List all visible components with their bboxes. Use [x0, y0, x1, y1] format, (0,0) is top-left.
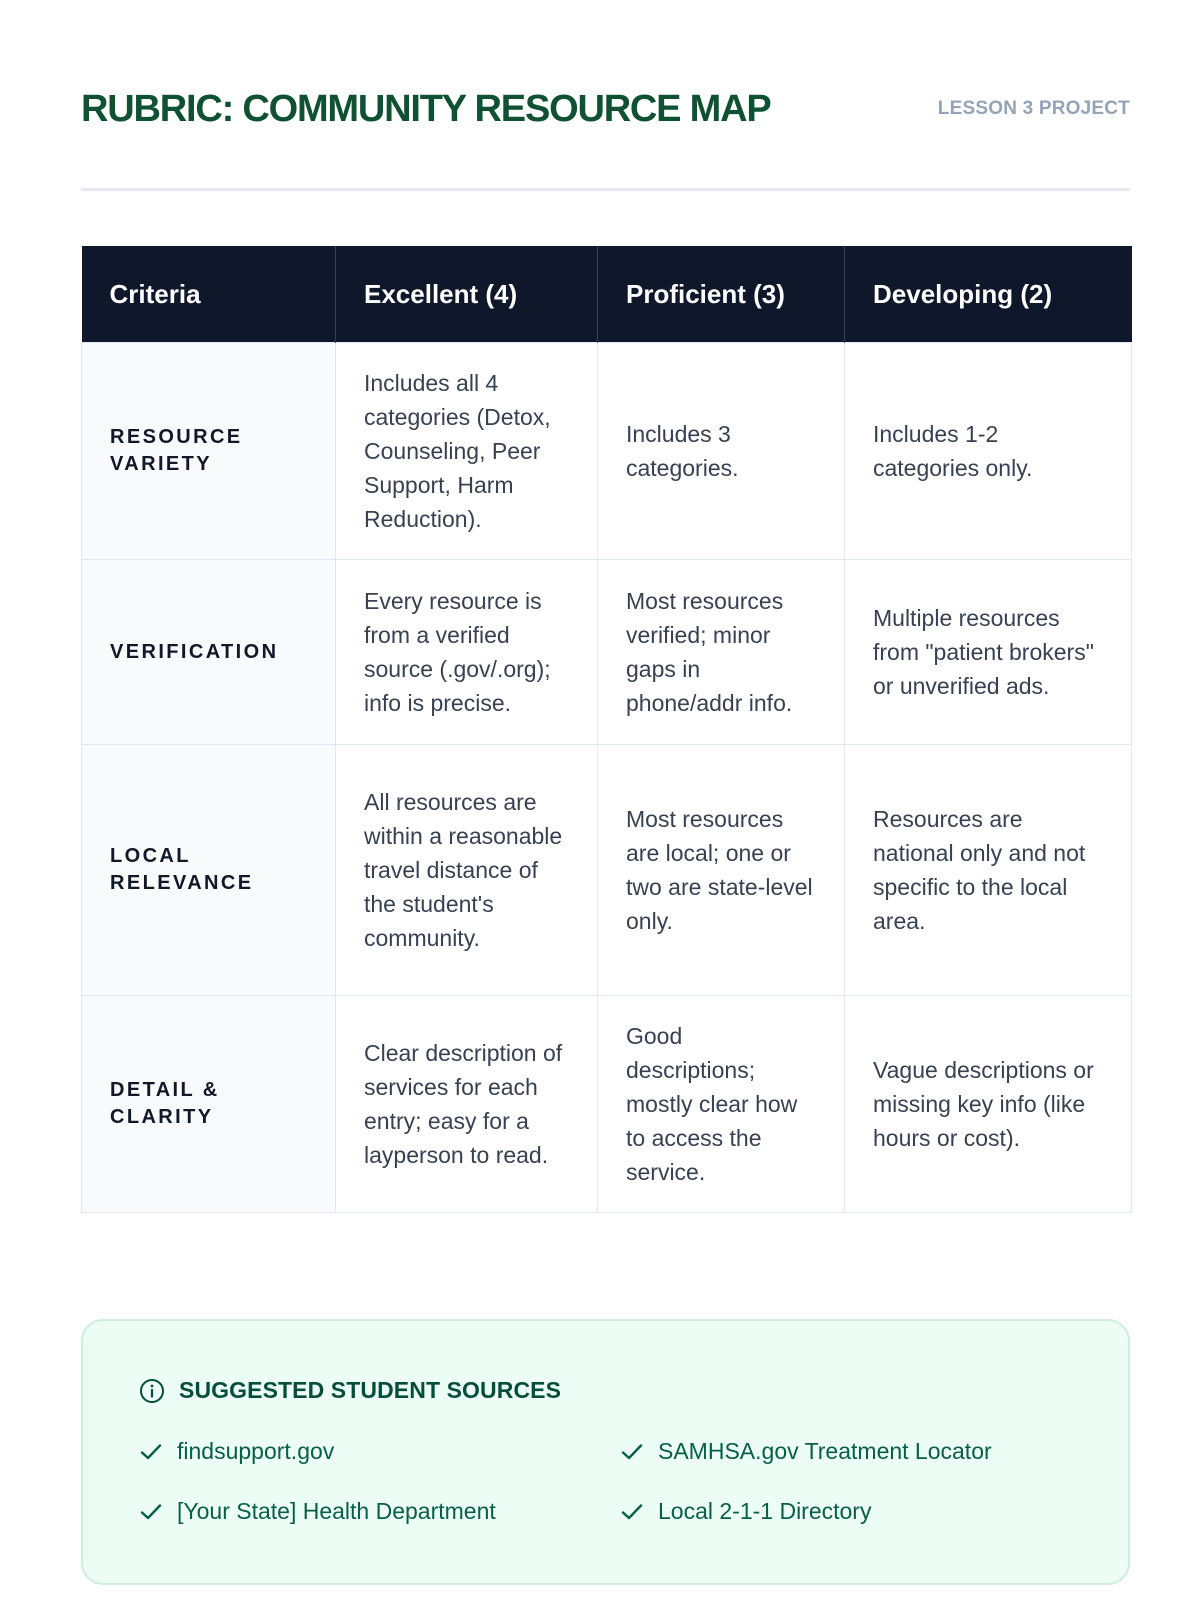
- table-row: [82, 560, 1132, 745]
- check-icon: [620, 1440, 644, 1464]
- criteria-cell: LOCAL RELEVANCE: [82, 745, 336, 996]
- source-label: [Your State] Health Department: [177, 1498, 496, 1524]
- header-divider: [81, 188, 1130, 191]
- page-title: RUBRIC: COMMUNITY RESOURCE MAP: [81, 88, 771, 130]
- header: [81, 80, 1130, 138]
- sources-heading: [139, 1377, 561, 1404]
- proficient-cell: Most resources are local; one or two are state-level only.: [598, 745, 845, 996]
- developing-cell: Vague descriptions or missing key info (like hours or cost).: [845, 996, 1132, 1213]
- info-icon: [139, 1378, 165, 1404]
- proficient-cell: Most resources verified; minor gaps in phone/addr info.: [598, 560, 845, 745]
- check-icon: [139, 1440, 163, 1464]
- developing-cell: Includes 1-2 categories only.: [845, 343, 1132, 560]
- rubric-table: [81, 246, 1132, 1213]
- column-header-developing: Developing (2): [845, 246, 1132, 343]
- source-label: Local 2-1-1 Directory: [658, 1498, 872, 1524]
- criteria-cell: VERIFICATION: [82, 560, 336, 745]
- check-icon: [620, 1500, 644, 1524]
- source-label: findsupport.gov: [177, 1438, 335, 1464]
- criteria-cell: RESOURCE VARIETY: [82, 343, 336, 560]
- column-header-proficient: Proficient (3): [598, 246, 845, 343]
- table-header-row: [82, 246, 1132, 343]
- list-item: [620, 1438, 992, 1465]
- developing-cell: Resources are national only and not specific to the local area.: [845, 745, 1132, 996]
- developing-cell: Multiple resources from "patient brokers" or unverified ads.: [845, 560, 1132, 745]
- table-row: [82, 745, 1132, 996]
- table-row: [82, 996, 1132, 1213]
- check-icon: [139, 1500, 163, 1524]
- excellent-cell: Clear description of services for each entry; easy for a layperson to read.: [336, 996, 598, 1213]
- lesson-tag: LESSON 3 PROJECT: [937, 98, 1130, 119]
- list-item: [620, 1498, 871, 1525]
- table-row: [82, 343, 1132, 560]
- proficient-cell: Includes 3 categories.: [598, 343, 845, 560]
- excellent-cell: All resources are within a reasonable travel distance of the student's community.: [336, 745, 598, 996]
- list-item: [139, 1498, 496, 1525]
- criteria-cell: DETAIL & CLARITY: [82, 996, 336, 1213]
- column-header-criteria: Criteria: [82, 246, 336, 343]
- excellent-cell: Every resource is from a verified source (.gov/.org); info is precise.: [336, 560, 598, 745]
- sources-title: SUGGESTED STUDENT SOURCES: [179, 1377, 562, 1403]
- excellent-cell: Includes all 4 categories (Detox, Counseling, Peer Support, Harm Reduction).: [336, 343, 598, 560]
- suggested-sources-box: [81, 1319, 1130, 1585]
- source-label: SAMHSA.gov Treatment Locator: [658, 1438, 992, 1464]
- column-header-excellent: Excellent (4): [336, 246, 598, 343]
- proficient-cell: Good descriptions; mostly clear how to access the service.: [598, 996, 845, 1213]
- list-item: [139, 1438, 334, 1465]
